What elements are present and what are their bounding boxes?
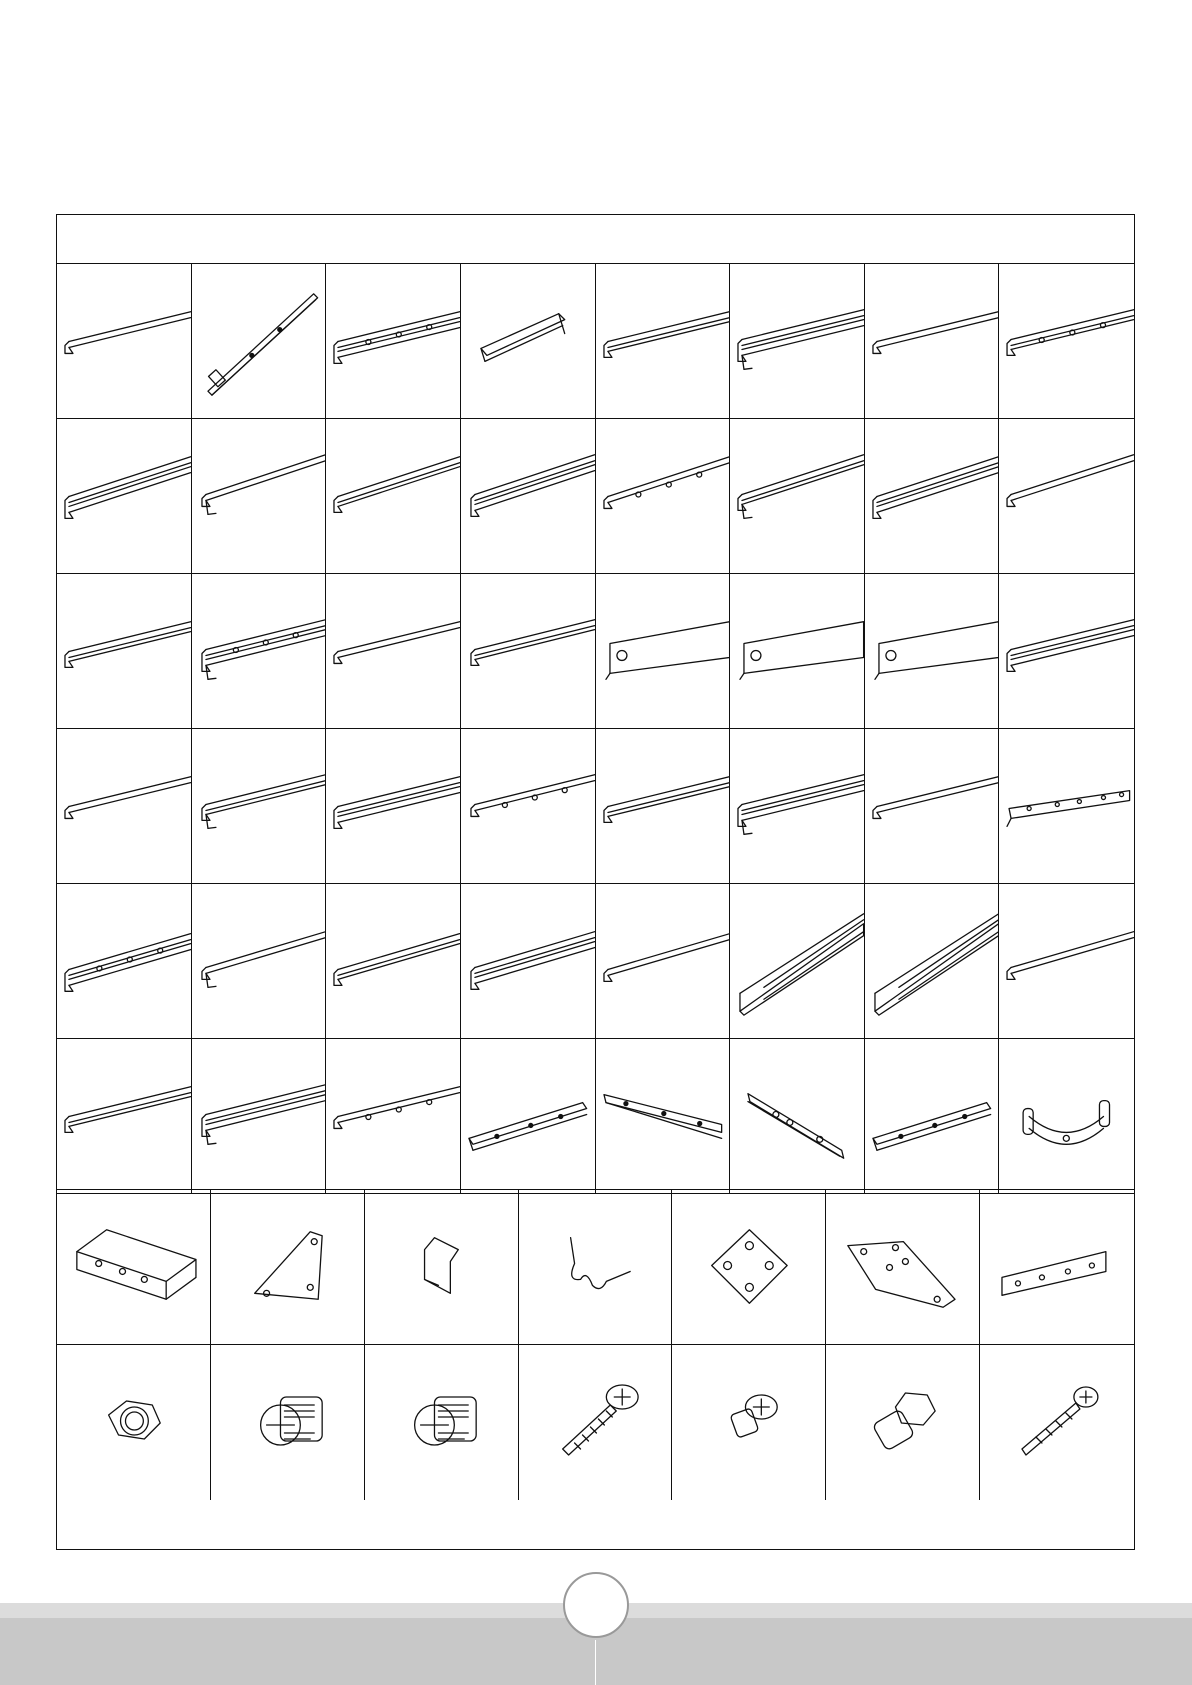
page-number-badge — [563, 1572, 629, 1638]
accessory-cell — [980, 1345, 1134, 1500]
triangle-plate-icon — [211, 1190, 364, 1344]
profile-drawing — [999, 264, 1134, 418]
profile-cell — [57, 264, 192, 419]
profile-drawing — [192, 884, 326, 1038]
slotted-square-bolt-icon — [211, 1345, 364, 1500]
profiles-header-row — [57, 215, 1134, 264]
profile-cell — [999, 884, 1134, 1039]
profile-drawing — [999, 729, 1134, 883]
profile-drawing — [596, 729, 730, 883]
profile-cell — [865, 729, 1000, 884]
profile-cell — [596, 729, 731, 884]
profile-drawing — [865, 574, 999, 728]
profile-cell — [999, 419, 1134, 574]
profile-cell — [730, 884, 865, 1039]
profile-drawing — [326, 419, 460, 573]
profile-drawing — [57, 574, 191, 728]
profile-cell — [326, 419, 461, 574]
flat-strip-icon — [980, 1190, 1134, 1344]
profile-drawing — [730, 884, 864, 1038]
profile-cell — [192, 884, 327, 1039]
accessory-cell — [980, 1190, 1134, 1345]
profile-drawing — [596, 419, 730, 573]
phillips-long-screw-icon — [980, 1345, 1134, 1500]
accessory-cell — [365, 1345, 519, 1500]
profile-cell — [326, 574, 461, 729]
accessories-header-row — [57, 1141, 1134, 1190]
profile-drawing — [865, 264, 999, 418]
hex-nut-icon — [57, 1345, 210, 1500]
profile-drawing — [192, 729, 326, 883]
profile-cell — [596, 574, 731, 729]
accessory-cell — [672, 1190, 826, 1345]
profile-cell — [461, 574, 596, 729]
profile-cell — [865, 574, 1000, 729]
accessory-cell — [672, 1345, 826, 1500]
profile-drawing — [865, 419, 999, 573]
z-hook-icon — [365, 1190, 518, 1344]
profile-cell — [461, 729, 596, 884]
profile-drawing — [192, 419, 326, 573]
profile-cell — [999, 729, 1134, 884]
parts-catalog-table — [56, 214, 1135, 1550]
profile-drawing — [999, 574, 1134, 728]
profile-cell — [57, 574, 192, 729]
profile-cell — [326, 729, 461, 884]
profile-drawing — [57, 264, 191, 418]
profile-cell — [57, 884, 192, 1039]
profile-cell — [57, 419, 192, 574]
accessory-cell — [826, 1190, 980, 1345]
profile-drawing — [730, 729, 864, 883]
accessory-cell — [211, 1345, 365, 1500]
footer-divider — [595, 1640, 596, 1685]
accessory-cell — [365, 1190, 519, 1345]
square-plate-icon — [672, 1190, 825, 1344]
profile-drawing — [326, 264, 460, 418]
profile-cell — [596, 419, 731, 574]
profile-drawing — [730, 264, 864, 418]
profile-drawing — [596, 574, 730, 728]
profile-drawing — [192, 264, 326, 418]
profile-drawing — [596, 884, 730, 1038]
profile-cell — [192, 574, 327, 729]
angled-plate-icon — [826, 1190, 979, 1344]
profile-drawing — [865, 884, 999, 1038]
hex-bolt-icon — [826, 1345, 979, 1500]
accessory-cell — [57, 1345, 211, 1500]
profile-cell — [730, 574, 865, 729]
profile-cell — [865, 419, 1000, 574]
profile-cell — [596, 884, 731, 1039]
profile-cell — [461, 264, 596, 419]
phillips-screw-icon — [519, 1345, 672, 1500]
profile-cell — [192, 729, 327, 884]
profile-drawing — [999, 884, 1134, 1038]
profile-cell — [326, 264, 461, 419]
profile-drawing — [461, 884, 595, 1038]
profile-cell — [999, 264, 1134, 419]
profile-cell — [326, 884, 461, 1039]
accessory-cell — [519, 1190, 673, 1345]
accessory-cell — [826, 1345, 980, 1500]
profile-cell — [192, 264, 327, 419]
wire-spring-clip-icon — [519, 1190, 672, 1344]
profile-drawing — [57, 419, 191, 573]
profile-drawing — [57, 884, 191, 1038]
profile-drawing — [730, 419, 864, 573]
profile-drawing — [596, 264, 730, 418]
profile-drawing — [461, 264, 595, 418]
profile-cell — [461, 884, 596, 1039]
profile-drawing — [57, 729, 191, 883]
profile-cell — [192, 419, 327, 574]
profile-drawing — [730, 574, 864, 728]
profile-cell — [730, 729, 865, 884]
profile-drawing — [326, 574, 460, 728]
u-channel-bracket-icon — [57, 1190, 210, 1344]
profile-cell — [730, 419, 865, 574]
slotted-square-bolt-icon — [365, 1345, 518, 1500]
profile-cell — [865, 884, 1000, 1039]
phillips-short-screw-icon — [672, 1345, 825, 1500]
profile-drawing — [461, 729, 595, 883]
profile-drawing — [326, 884, 460, 1038]
profile-cell — [865, 264, 1000, 419]
accessory-cell — [211, 1190, 365, 1345]
profile-cell — [999, 574, 1134, 729]
profile-cell — [461, 419, 596, 574]
accessory-cell — [519, 1345, 673, 1500]
profile-cell — [57, 729, 192, 884]
profile-cell — [596, 264, 731, 419]
profile-cell — [730, 264, 865, 419]
profile-drawing — [326, 729, 460, 883]
profile-drawing — [865, 729, 999, 883]
profile-drawing — [192, 574, 326, 728]
profile-drawing — [461, 574, 595, 728]
profile-drawing — [999, 419, 1134, 573]
accessory-cell — [57, 1190, 211, 1345]
profile-drawing — [461, 419, 595, 573]
